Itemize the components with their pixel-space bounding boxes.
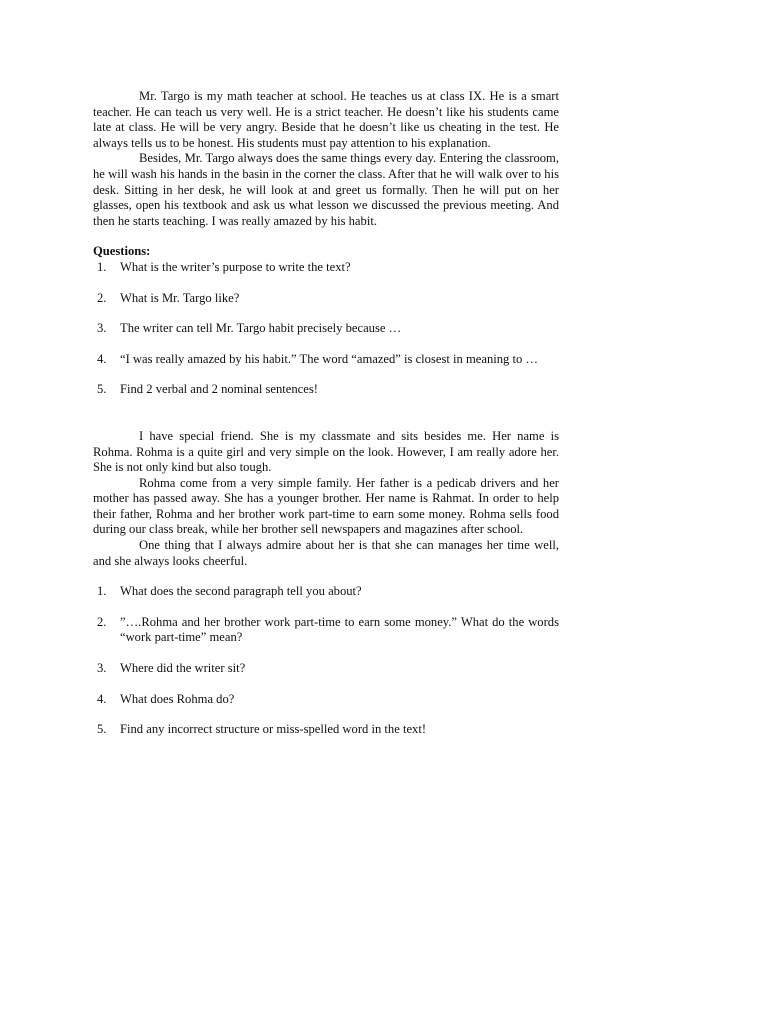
question-list-friend [93, 584, 559, 738]
passage-paragraph: Rohma come from a very simple family. Her father is a pedicab drivers and her mother has passed away. She has a younger brother. Her name is Rahmat. In order to help their father, Rohma and her brother work part-time to earn some money. Rohma sells food during our class break, while her brother sell newspapers and magazines after school. [93, 475, 559, 537]
question-number: 4. [97, 691, 107, 706]
question-item [93, 692, 559, 708]
question-text: What does Rohma do? [120, 691, 235, 706]
question-item [93, 615, 559, 646]
question-item [93, 382, 559, 398]
passage-paragraph: I have special friend. She is my classmate and sits besides me. Her name is Rohma. Rohma is a quite girl and very simple on the look. However, I am really adore her. She is not only kind but also tough. [93, 428, 559, 475]
document-page [93, 89, 559, 753]
question-number: 2. [97, 614, 107, 629]
passage-paragraph: Mr. Targo is my math teacher at school. He teaches us at class IX. He is a smart teacher. He can teach us very well. He is a strict teacher. He doesn’t like his students came late at class. He will be very angry. Beside that he doesn’t like us cheating in the test. He always tells us to be honest. His students must pay attention to his explanation. [93, 89, 559, 150]
question-item [93, 352, 559, 368]
question-item [93, 291, 559, 307]
question-list-teacher [93, 260, 559, 398]
question-number: 4. [97, 351, 107, 366]
question-number: 3. [97, 321, 107, 336]
question-item [93, 584, 559, 600]
question-number: 5. [97, 722, 107, 737]
passage-paragraph: One thing that I always admire about her is that she can manages her time well, and she always looks cheerful. [93, 538, 559, 568]
question-item [93, 321, 559, 337]
question-number: 3. [97, 661, 107, 676]
question-text: What is Mr. Targo like? [120, 290, 240, 305]
question-number: 1. [97, 259, 107, 274]
question-text: “I was really amazed by his habit.” The word “amazed” is closest in meaning to … [120, 351, 539, 366]
passage-teacher [93, 89, 559, 229]
question-text: What does the second paragraph tell you about? [120, 584, 362, 599]
questions-heading: Questions: [93, 244, 151, 259]
question-text: The writer can tell Mr. Targo habit precisely because … [120, 321, 402, 336]
question-item [93, 661, 559, 677]
passage-friend [93, 429, 559, 569]
question-number: 5. [97, 382, 107, 397]
question-text: What is the writer’s purpose to write the text? [120, 259, 351, 274]
question-text: Find any incorrect structure or miss-spelled word in the text! [120, 722, 427, 737]
question-text: Where did the writer sit? [120, 661, 246, 676]
passage-paragraph: Besides, Mr. Targo always does the same things every day. Entering the classroom, he will wash his hands in the basin in the corner the class. After that he will walk over to his desk. Sitting in her desk, he will look at and greet us formally. Then he will put on her glasses, open his textbook and ask us what lesson we discussed the previous meeting. And then he starts teaching. I was really amazed by his habit. [93, 151, 559, 228]
question-number: 2. [97, 290, 107, 305]
question-item [93, 722, 559, 738]
question-text: Find 2 verbal and 2 nominal sentences! [120, 382, 318, 397]
question-item [93, 260, 559, 276]
question-number: 1. [97, 584, 107, 599]
question-text: ”….Rohma and her brother work part-time to earn some money.” What do the words “work part-time” mean? [120, 614, 559, 645]
